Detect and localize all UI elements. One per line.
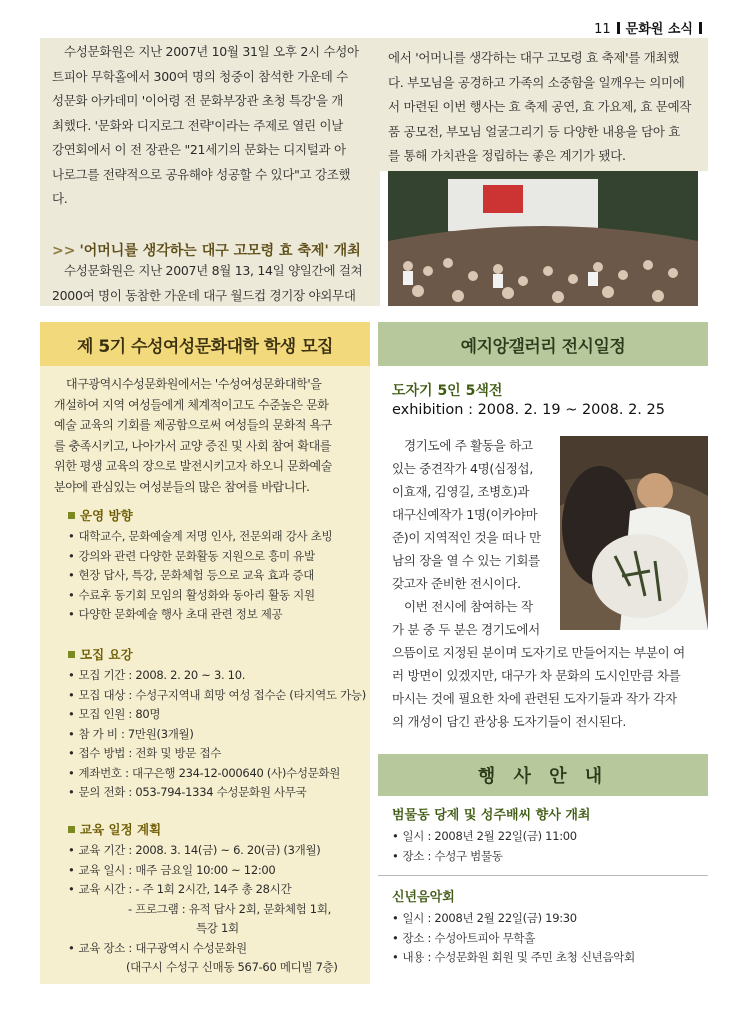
section-title-text: 모집 요강: [80, 647, 133, 662]
operation-list: [68, 527, 364, 625]
event-title: 신년음악회: [392, 890, 455, 905]
line: 다.: [52, 191, 68, 206]
list-item: • 모집 대상 : 수성구지역내 희망 여성 접수순 (타지역도 가능): [68, 687, 366, 702]
line: 품 공모전, 부모님 얼굴그리기 등 다양한 내용을 담아 효: [388, 123, 681, 139]
line: 수성문화원은 지난 2007년 8월 13, 14일 양일간에 걸쳐: [64, 263, 363, 278]
line: 가 분 중 두 분은 경기도에서: [392, 622, 540, 637]
list-item: • 교육 장소 : 대구광역시 수성문화원: [68, 940, 247, 955]
gallery-article: [392, 434, 560, 641]
list-item: • 교육 시간 : - 주 1회 2시간, 14주 총 28시간: [68, 882, 292, 896]
list-item: • 참 가 비 : 7만원(3개월): [68, 726, 194, 741]
list-item: • 교육 일시 : 매주 금요일 10:00 ~ 12:00: [68, 862, 276, 877]
list-item: • 장소 : 수성구 범물동: [392, 848, 503, 863]
line: 에서 '어머니를 생각하는 대구 고모령 효 축제'를 개최했: [388, 50, 680, 65]
square-bullet-icon: [68, 826, 75, 833]
line: 서 마련된 이번 행사는 효 축제 공연, 효 가요제, 효 문예작: [388, 99, 692, 114]
line: 이효재, 김영길, 조병호)과: [392, 484, 530, 499]
gallery-title: 예지앙갤러리 전시일정: [378, 322, 708, 366]
list-item: • 장소 : 수성아트피아 무학홀: [392, 930, 536, 945]
line: 수성문화원은 지난 2007년 10월 31일 오후 2시 수성아: [64, 44, 359, 59]
line: 나로그를 전략적으로 공유해야 성공할 수 있다"고 강조했: [52, 166, 351, 182]
section-title: [68, 506, 364, 524]
lecture-article: [52, 40, 374, 212]
festival-subhead-text: '어머니를 생각하는 대구 고모령 효 축제' 개최: [79, 243, 361, 259]
schedule-list: [68, 841, 368, 978]
list-item: • 수료후 동기회 모임의 활성화와 동아리 활동 지원: [68, 587, 315, 602]
square-bullet-icon: [68, 512, 75, 519]
section-title: [68, 820, 368, 838]
festival-article-start: [52, 259, 374, 308]
line: 를 통해 가치관을 정립하는 좋은 계기가 됐다.: [388, 148, 626, 163]
list-item-cont: 특강 1회: [196, 921, 239, 935]
top-left-panel: [40, 38, 380, 306]
event-divider: [378, 875, 708, 876]
line: 으뜸이로 지정된 분이며 도자기로 만들어지는 부분이 여: [392, 645, 685, 660]
line: 강연회에서 이 전 장관은 "21세기의 문화는 디지털과 아: [52, 142, 346, 157]
line: 최했다. '문화와 디지로그 전략'이라는 주제로 열린 이날: [52, 117, 344, 133]
list-item: • 접수 방법 : 전화 및 방문 접수: [68, 746, 222, 760]
line: 의 개성이 담긴 관상용 도자기들이 전시된다.: [392, 714, 626, 729]
line: 마시는 것에 필요한 차에 관련된 도자기들과 작가 각자: [392, 691, 677, 706]
line: 개설하여 지역 여성들에게 체계적이고도 수준높은 문화: [54, 397, 329, 412]
page-number: 11: [594, 22, 611, 37]
section-schedule: [68, 820, 368, 978]
event-2: [392, 886, 708, 968]
list-item: • 문의 전화 : 053-794-1334 수성문화원 사무국: [68, 785, 307, 799]
square-bullet-icon: [68, 651, 75, 658]
recruitment-list: [68, 666, 368, 803]
list-item-cont: - 프로그램 : 유적 답사 2회, 문화체험 1회,: [128, 901, 331, 916]
event-details: [392, 827, 708, 866]
line: 경기도에 주 활동을 하고: [404, 438, 533, 453]
line: 러 방면이 있겠지만, 대구가 차 문화의 도시인만큼 차를: [392, 668, 681, 683]
list-item: • 교육 기간 : 2008. 3. 14(금) ~ 6. 20(금) (3개월): [68, 843, 321, 857]
section-title: [68, 645, 368, 663]
gallery-article-wide: [392, 641, 710, 733]
event-1: [392, 804, 708, 866]
list-item: • 일시 : 2008년 2월 22일(금) 19:30: [392, 911, 577, 925]
list-item-cont: (대구시 수성구 신매동 567-60 메디빌 7층): [126, 960, 338, 974]
line: 트피아 무학홀에서 300여 명의 청중이 참석한 가운데 수: [52, 68, 348, 84]
section-name: 문화원 소식: [625, 22, 693, 37]
festival-photo-art: [388, 171, 698, 306]
gallery-panel: [378, 322, 708, 984]
festival-article-cont: [388, 46, 704, 169]
list-item: • 내용 : 수성문화원 회원 및 주민 초청 신년음악회: [392, 950, 635, 964]
event-title: 범물동 당제 및 성주배씨 향사 개최: [392, 808, 591, 823]
section-title-text: 교육 일정 계획: [80, 822, 162, 837]
list-item: • 현장 답사, 특강, 문화체험 등으로 교육 효과 증대: [68, 568, 315, 582]
exhibition-name: 도자기 5인 5색전: [392, 383, 503, 399]
list-item: • 일시 : 2008년 2월 22일(금) 11:00: [392, 829, 577, 843]
line: 성문화 아카데미 '이어령 전 문화부장관 초청 특강'을 개: [52, 93, 344, 108]
line: 대구신예작가 1명(이카야마: [392, 507, 538, 522]
page-header: [594, 18, 708, 37]
festival-subhead: [52, 240, 361, 260]
recruit-intro: [54, 374, 366, 497]
line: 갖고자 준비한 전시이다.: [392, 576, 521, 591]
section-title-text: 운영 방향: [80, 508, 133, 523]
list-item: • 모집 인원 : 80명: [68, 707, 161, 721]
line: 이번 전시에 참여하는 작: [404, 599, 533, 614]
exhibition-dates: exhibition : 2008. 2. 19 ~ 2008. 2. 25: [392, 402, 665, 418]
list-item: • 강의와 관련 다양한 문화활동 지원으로 흥미 유발: [68, 548, 315, 563]
arrow-icon: >>: [52, 243, 76, 259]
line: 2000여 명이 동참한 가운데 대구 월드컵 경기장 야외무대: [52, 287, 356, 303]
line: 예술 교육의 기회를 제공함으로써 여성들의 문화적 욕구: [54, 418, 332, 432]
list-item: • 대학교수, 문화예술계 저명 인사, 전문외래 강사 초빙: [68, 529, 333, 543]
line: 있는 중견작가 4명(심정섭,: [392, 461, 534, 476]
recruit-title: 제 5기 수성여성문화대학 학생 모집: [40, 322, 370, 366]
top-right-panel: [378, 38, 708, 171]
section-recruitment: [68, 645, 368, 803]
header-divider: [617, 22, 620, 34]
line: 다. 부모님을 공경하고 가족의 소중함을 일깨우는 의미에: [388, 74, 685, 90]
line: 를 충족시키고, 나아가서 교양 증진 및 사회 참여 확대를: [54, 438, 331, 453]
events-title: 행 사 안 내: [378, 754, 708, 796]
recruit-panel: [40, 322, 370, 984]
event-details: [392, 909, 708, 968]
section-operation: [68, 506, 364, 625]
line: 준)이 지역적인 것을 떠나 만: [392, 530, 541, 545]
list-item: • 모집 기간 : 2008. 2. 20 ~ 3. 10.: [68, 668, 246, 682]
line: 위한 평생 교육의 장으로 발전시키고자 하오니 문화예술: [54, 459, 332, 473]
header-divider-end: [699, 22, 702, 34]
potter-photo-art: [560, 436, 708, 630]
festival-photo: [388, 171, 698, 306]
line: 분야에 관심있는 여성분들의 많은 참여를 바랍니다.: [54, 479, 310, 494]
list-item: • 계좌번호 : 대구은행 234-12-000640 (사)수성문화원: [68, 765, 341, 780]
line: 남의 장을 열 수 있는 기회를: [392, 553, 540, 568]
line: 대구광역시수성문화원에서는 '수성여성문화대학'을: [66, 377, 322, 391]
potter-photo: [560, 436, 708, 630]
list-item: • 다양한 문화예술 행사 초대 관련 정보 제공: [68, 607, 283, 621]
